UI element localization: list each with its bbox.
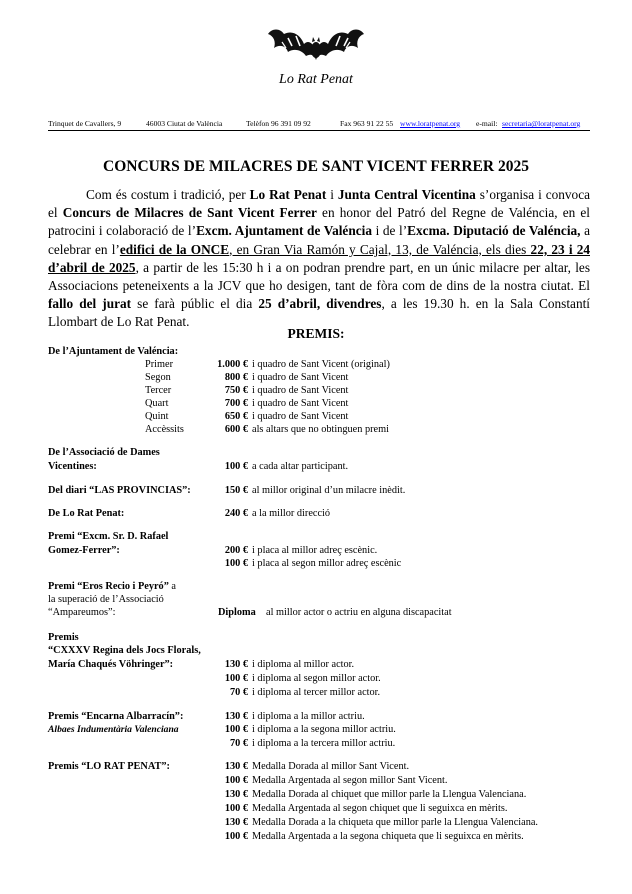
- prize-amount: 70 €: [229, 687, 248, 698]
- page-title: CONCURS DE MILACRES DE SANT VICENT FERRER 2025: [103, 158, 529, 175]
- prize-amount: 130 €: [224, 817, 248, 828]
- postal-city: 46003 Ciutat de València: [146, 119, 223, 128]
- prize-desc: al millor actor o actriu en alguna discapacitat: [266, 607, 452, 618]
- prize-desc: i placa al segon millor adreç escènic: [252, 558, 402, 569]
- section-encarna: Premis “Encarna Albarracín”:: [48, 711, 184, 722]
- prize-amount: 100 €: [224, 775, 248, 786]
- eros-line-2: la superació de l’Associació: [48, 594, 164, 605]
- prize-label: Segon: [145, 372, 171, 383]
- prize-desc: i diploma a la segona millor actriu.: [252, 724, 396, 735]
- prize-desc: Medalla Dorada al millor Sant Vicent.: [252, 761, 410, 772]
- section-ajuntament: De l’Ajuntament de Valéncia:: [48, 346, 179, 357]
- prizes-heading: PREMIS:: [287, 326, 345, 341]
- prize-desc: i placa al millor adreç escènic.: [252, 545, 378, 556]
- prize-desc: al millor original d’un milacre inèdit.: [252, 485, 406, 496]
- eros-line-3: “Ampareumos”:: [48, 607, 116, 618]
- prize-desc: i diploma al millor actor.: [252, 659, 355, 670]
- phone: Telèfon 96 391 09 92: [246, 119, 311, 128]
- org-junta-central: Junta Central Vicentina: [337, 187, 476, 202]
- website-link[interactable]: www.loratpenat.org: [400, 119, 461, 128]
- org-ajuntament: Excm. Ajuntament de Valéncia: [196, 223, 372, 239]
- prize-desc: i quadro de Sant Vicent: [252, 398, 349, 409]
- section-regina: Premis: [48, 632, 79, 643]
- logo-text: Lo Rat Penat: [279, 72, 353, 87]
- prize-amount: 150 €: [224, 485, 248, 496]
- prize-desc: als altars que no obtinguen premi: [252, 424, 389, 435]
- prize-desc: a la millor direcció: [252, 508, 331, 519]
- event-dates: 22, 23 i 24 d’abril de 2025: [48, 241, 590, 275]
- prize-amount: 100 €: [224, 724, 248, 735]
- regina-line-2: “CXXXV Regina dels Jocs Florals,: [48, 645, 201, 656]
- prize-desc: i quadro de Sant Vicent (original): [252, 359, 390, 370]
- section-las-provincias: Del diari “LAS PROVINCIAS”:: [48, 485, 191, 496]
- prize-desc: Medalla Dorada a la chiqueta que millor parle la Llengua Valenciana.: [252, 817, 538, 828]
- prize-amount: 100 €: [224, 831, 248, 842]
- prize-amount: 1.000 €: [217, 359, 248, 370]
- prize-amount: 130 €: [224, 659, 248, 670]
- section-lo-rat-penat: De Lo Rat Penat:: [48, 508, 125, 519]
- prize-desc: i quadro de Sant Vicent: [252, 385, 349, 396]
- venue: edifici de la ONCE: [119, 241, 230, 257]
- section-dames: De l’Associació de Dames: [48, 447, 160, 458]
- prize-desc: Medalla Dorada al chiquet que millor parle la Llengua Valenciana.: [252, 789, 527, 800]
- logo: [262, 20, 370, 100]
- prize-amount: 240 €: [224, 508, 248, 519]
- prize-amount: 800 €: [224, 372, 248, 383]
- encarna-sponsor: Albaes Indumentària Valenciana: [48, 724, 179, 735]
- prize-label: Primer: [145, 359, 174, 370]
- prize-desc: i quadro de Sant Vicent: [252, 411, 349, 422]
- jury-decision: fallo del jurat: [48, 296, 132, 312]
- prize-amount: 750 €: [224, 385, 248, 396]
- section-gomez-ferrer-2: Gomez-Ferrer”:: [48, 545, 120, 556]
- prize-desc: i diploma a la tercera millor actriu.: [252, 738, 396, 749]
- prize-desc: Medalla Argentada a la segona chiqueta que li seguixca en mèrits.: [252, 831, 524, 842]
- prize-label: Accèssits: [145, 424, 184, 435]
- venue-address: , en Gran Via Ramón y Cajal, 13, de Valéncia, els dies: [229, 241, 531, 257]
- prize-desc: i diploma al tercer millor actor.: [252, 687, 381, 698]
- org-diputacio: Excma. Diputació de Valéncia,: [407, 223, 581, 239]
- prize-amount: 100 €: [224, 803, 248, 814]
- email-link[interactable]: secretaria@loratpenat.org: [502, 119, 581, 128]
- section-dames-2: Vicentines:: [48, 461, 97, 472]
- prize-desc: i quadro de Sant Vicent: [252, 372, 349, 383]
- prize-label: Quart: [145, 398, 169, 409]
- prize-amount: 100 €: [224, 673, 248, 684]
- prize-label: Tercer: [145, 385, 172, 396]
- contest-name: Concurs de Milacres de Sant Vicent Ferrer: [62, 205, 317, 221]
- prize-amount: 130 €: [224, 761, 248, 772]
- regina-line-3: María Chaqués Vöhringer”:: [48, 659, 174, 670]
- email-label: e-mail:: [476, 119, 498, 128]
- prize-amount: 600 €: [224, 424, 248, 435]
- intro-paragraph: Com és costum i tradició, per Lo Rat Penat i Junta Central Vicentina s’organisa i convoca el Concurs de Milacres de Sant Vicent Ferrer en honor del Patró del Regne de Valéncia, en el patrocini i colaboració de l’Excm. Ajuntament de Valéncia i de l’Excma. Diputació de Valéncia, a celebrar en l’edifici de la ONCE, en Gran Via Ramón y Cajal, 13, de Valéncia, els dies 22, 23 i 24 d’abril de 2025, a partir de les 15:30 h i a on podran prendre part, en un únic milacre per altar, les Associacions peteneixents a la JCV que ho desigen, tant de fòra com de dins de la nostra ciutat. El fallo del jurat se farà públic el dia 25 d’abril, divendres, a les 19.30 h. en la Sala Constantí Llombart de Lo Rat Penat.: [48, 187, 591, 330]
- prize-desc: Medalla Argentada al segon millor Sant Vicent.: [252, 775, 448, 786]
- prize-desc: i diploma a la millor actriu.: [252, 711, 365, 722]
- section-eros-recio: Premi “Eros Recio i Peyró” a: [48, 581, 177, 592]
- prize-amount: 200 €: [224, 545, 248, 556]
- prize-desc: i diploma al segon millor actor.: [252, 673, 381, 684]
- address: Trinquet de Cavallers, 9: [48, 119, 122, 128]
- prize-label: Quint: [145, 411, 169, 422]
- prize-amount: 650 €: [224, 411, 248, 422]
- decision-date: 25 d’abril, divendres: [258, 296, 382, 312]
- fax: Fax 963 91 22 55: [340, 119, 394, 128]
- prize-amount: 100 €: [224, 558, 248, 569]
- section-lrp-prizes: Premis “LO RAT PENAT”:: [48, 761, 170, 772]
- prize-amount: 130 €: [224, 789, 248, 800]
- prize-desc: a cada altar participant.: [252, 461, 349, 472]
- prize-amount: 130 €: [224, 711, 248, 722]
- prize-desc: Medalla Argentada al segon chiquet que li seguixca en mèrits.: [252, 803, 508, 814]
- section-gomez-ferrer: Premi “Excm. Sr. D. Rafael: [48, 531, 169, 542]
- prize-amount: 100 €: [224, 461, 248, 472]
- org-lo-rat-penat: Lo Rat Penat: [249, 187, 327, 202]
- prize-amount: 700 €: [224, 398, 248, 409]
- prize-amount: Diploma: [218, 607, 256, 618]
- bat-icon: [262, 20, 370, 72]
- prize-amount: 70 €: [229, 738, 248, 749]
- contact-bar: [48, 117, 590, 131]
